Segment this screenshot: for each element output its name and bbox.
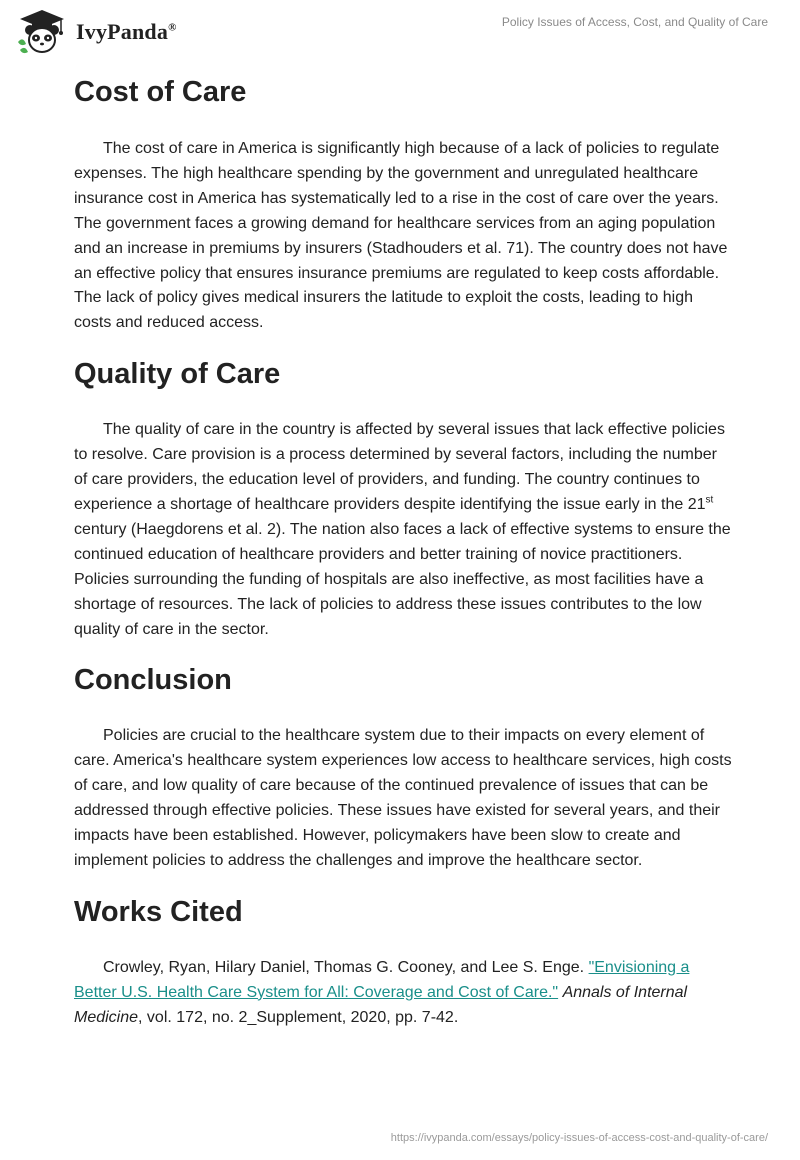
essay-content — [74, 70, 734, 1031]
section-conclusion — [74, 660, 734, 873]
section-cost-of-care — [74, 72, 734, 336]
section-paragraph: The quality of care in the country is affected by several issues that lack effective policies to resolve. Care provision is a process determined by several factors, including the number of care providers, the education level of providers, and funding. The country continues to experience a shortage of healthcare providers despite identifying the issue early in the 21st century (Haegdorens et al. 2). The nation also faces a lack of effective systems to ensure the continued education of healthcare providers and better training of novice practitioners. Policies surrounding the funding of hospitals are also ineffective, as most facilities have a shortage of resources. The lack of policies to address these issues contributes to the low quality of care in the sector. — [74, 421, 731, 638]
section-paragraph: Policies are crucial to the healthcare system due to their impacts on every element of care. America's healthcare system experiences low access to healthcare services, high costs of care, and low quality of care because of the continued prevalence of issues that can be addressed through effective policies. These issues have existed for several years, and their impacts have been established. However, policymakers have been slow to create and implement policies to address the challenges and improve the healthcare sector. — [74, 727, 732, 869]
panda-graduate-icon — [14, 8, 70, 56]
citation-authors: Crowley, Ryan, Hilary Daniel, Thomas G. Cooney, and Lee S. Enge. — [103, 958, 589, 976]
citation-journal: Annals of Internal Medicine — [74, 983, 688, 1026]
section-heading: Conclusion — [74, 664, 232, 697]
logo-text: IvyPanda® — [76, 19, 177, 44]
citation-entry — [74, 956, 734, 1031]
section-heading: Works Cited — [74, 895, 243, 928]
section-heading: Quality of Care — [74, 358, 281, 391]
footer-url[interactable]: https://ivypanda.com/essays/policy-issues-of-access-cost-and-quality-of-care/ — [390, 1132, 768, 1144]
section-works-cited — [74, 892, 734, 1031]
section-heading: Cost of Care — [74, 76, 247, 108]
citation-title-link[interactable]: "Envisioning a Better U.S. Health Care System for All: Coverage and Cost of Care." — [74, 958, 690, 1001]
section-quality-of-care — [74, 354, 734, 642]
site-logo[interactable] — [14, 8, 177, 56]
citation-details: , vol. 172, no. 2_Supplement, 2020, pp. 7-42. — [138, 1008, 459, 1026]
section-paragraph: The cost of care in America is significantly high because of a lack of policies to regulate expenses. The high healthcare spending by the government and unregulated healthcare insurance cost in America has systematically led to a rise in the cost of care over the years. The government faces a growing demand for healthcare services from an aging population and an increase in premiums by insurers (Stadhouders et al. 71). The country does not have an effective policy that ensures insurance premiums are regulated to keep costs affordable. The lack of policy gives medical insurers the latitude to exploit the costs, leading to high costs and reduced access. — [74, 140, 728, 332]
running-title: Policy Issues of Access, Cost, and Quality of Care — [501, 15, 768, 29]
